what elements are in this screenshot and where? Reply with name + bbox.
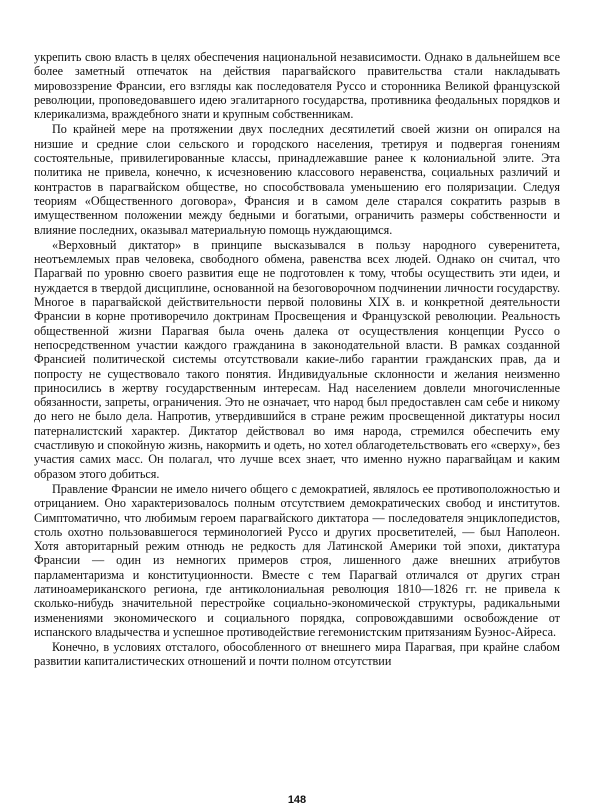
page-number: 148 (287, 794, 307, 806)
paragraph-1: укрепить свою власть в целях обеспечения национальной независимости. Однако в дальнейшем все более заметный отпечаток на действия парагвайского правительства стали накладывать мировоззрение Франсии, его взгляды как последователя Руссо и сторонника Великой французской революции, проповедовавшего идею эгалитарного государства, противника феодальных порядков и клерикализма, враждебного знати и крупным собственникам. (34, 50, 560, 122)
paragraph-3: «Верховный диктатор» в принципе высказывался в пользу народного суверенитета, неотъемлемых прав человека, свободного обмена, равенства всех людей. Однако он считал, что Парагвай по уровню своего развития еще не подготовлен к тому, чтобы осуществить эти идеи, и нуждается в твердой дисциплине, основанной на безоговорочном подчинении личности государству. Многое в парагвайской действительности первой половины XIX в. и конкретной деятельности Франсии в корне противоречило доктринам Просвещения и Французской революции. Реальность общественной жизни Парагвая была очень далека от осуществления концепции Руссо о непосредственном участии каждого гражданина в законодательной власти. В рамках созданной Франсией политической системы отсутствовали какие-либо гарантии гражданских прав, да и попросту не существовало такого понятия. Индивидуальные склонности и желания неизменно приносились в жертву государственным интересам. Над населением довлели многочисленные обязанности, запреты, ограничения. Это не означает, что народ был предоставлен сам себе и никому до него не было дела. Напротив, утвердившийся в стране режим просвещенной диктатуры носил патерналистский характер. Диктатор действовал во имя народа, стремился обеспечить ему счастливую и спокойную жизнь, накормить и одеть, но хотел облагодетельствовать его «сверху», без участия самих масс. Он полагал, что лучше всех знает, что именно нужно парагвайцам и каким образом этого добиться. (34, 237, 560, 481)
paragraph-5: Конечно, в условиях отсталого, обособленного от внешнего мира Парагвая, при крайне слабом развитии капиталистических отношений и почти полном отсутствии (34, 640, 560, 669)
paragraph-2: По крайней мере на протяжении двух последних десятилетий своей жизни он опирался на низшие и средние слои сельского и городского населения, третируя и подвергая гонениям состоятельные, привилегированные классы, принадлежавшие ранее к колониальной элите. Эта политика не привела, конечно, к исчезновению классового неравенства, социальных различий и контрастов в парагвайском обществе, но способствовала уменьшению его поляризации. Следуя теориям «Общественного договора», Франсия и в самом деле старался сократить разрыв в имущественном положении между бедными и богатыми, ограничить размеры собственности и влияние последних, оказывал материальную помощь нуждающимся. (34, 122, 560, 237)
book-page (34, 50, 560, 806)
paragraph-4: Правление Франсии не имело ничего общего с демократией, являлось ее противоположностью и отрицанием. Оно характеризовалось полным отсутствием демократических свобод и институтов. Симптоматично, что любимым героем парагвайского диктатора — последователя энциклопедистов, столь охотно пользовавшегося терминологией Руссо и других просветителей, — был Наполеон. Хотя авторитарный режим отнюдь не редкость для Латинской Америки той эпохи, диктатура Франсии — один из немногих примеров строя, лишенного даже внешних атрибутов парламентаризма и конституционности. Вместе с тем Парагвай отличался от других стран латиноамериканского региона, где антиколониальная революция 1810—1826 гг. не привела к сколько-нибудь значительной перестройке социально-экономической структуры, радикальными изменениями экономического и социального порядка, сопровождавшими освобождение от испанского владычества и успешное противодействие гегемонистским притязаниям Буэнос-Айреса. (34, 481, 560, 639)
